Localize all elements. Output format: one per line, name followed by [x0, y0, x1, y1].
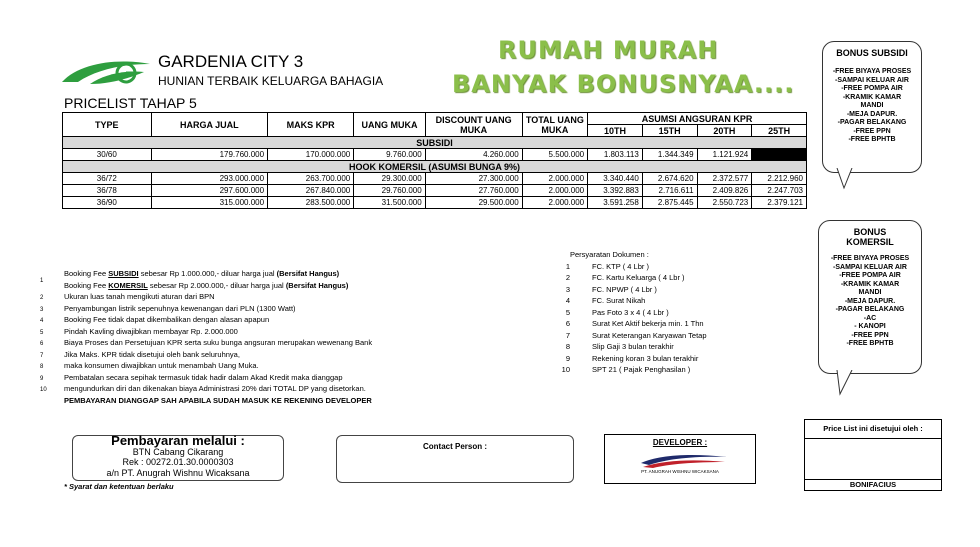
cell-10th: 1.803.113 — [588, 149, 643, 161]
document-item — [560, 307, 800, 319]
documents-list — [560, 249, 800, 376]
col-15th: 15TH — [642, 125, 697, 137]
cell-25th: 2.212.960 — [752, 173, 807, 185]
term-text: sebesar Rp 2.000.000,- diluar harga jual — [147, 280, 286, 290]
document-text: FC. NPWP ( 4 Lbr ) — [592, 284, 657, 294]
payment-bank: BTN Cabang Cikarang — [132, 446, 224, 457]
document-number: 1 — [565, 261, 570, 271]
term-number: 2 — [40, 295, 44, 301]
term-item — [40, 383, 560, 395]
term-key: KOMERSIL — [108, 280, 148, 290]
cell-10th: 3.392.883 — [588, 185, 643, 197]
document-item — [560, 330, 800, 342]
col-10th: 10TH — [588, 125, 643, 137]
bonus-item: -FREE POMPA AIR — [841, 85, 903, 92]
term-final — [40, 395, 560, 407]
document-item — [560, 341, 800, 353]
cell-10th: 3.591.258 — [588, 197, 643, 209]
document-number: 8 — [565, 342, 570, 351]
term-text: Booking Fee — [64, 269, 109, 278]
term-key: SUBSIDI — [108, 269, 139, 278]
payment-title: Pembayaran melalui : — [111, 433, 245, 448]
cell-um: 31.500.000 — [354, 197, 425, 209]
cell-um: 9.760.000 — [354, 149, 425, 161]
document-text: FC. Surat Nikah — [592, 296, 646, 305]
document-item — [560, 318, 800, 330]
table-row — [63, 173, 807, 185]
document-item — [560, 364, 800, 376]
section-komersil — [63, 161, 807, 173]
cell-10th: 3.340.440 — [588, 173, 643, 185]
document-item — [560, 272, 800, 284]
document-text: Pas Foto 3 x 4 ( 4 Lbr ) — [592, 307, 669, 317]
term-item — [40, 291, 560, 303]
cell-25th: 2.379.121 — [752, 197, 807, 209]
cell-type: 30/60 — [63, 149, 152, 161]
term-number: 8 — [40, 364, 44, 370]
bonus-komersil-title-1: BONUS — [853, 227, 887, 237]
cell-kpr: 267.840.000 — [268, 185, 354, 197]
term-text: Booking Fee tidak dapat dikembalikan dengan alasan apapun — [64, 315, 270, 324]
cell-total: 2.000.000 — [522, 173, 587, 185]
document-number: 3 — [565, 284, 570, 294]
term-text: Penyambungan listrik sepenuhnya kewenangan dari PLN (1300 Watt) — [64, 303, 296, 313]
cell-type: 36/90 — [63, 197, 152, 209]
document-text: SPT 21 ( Pajak Penghasilan ) — [592, 365, 691, 374]
term-item — [40, 303, 560, 315]
col-harga-jual: HARGA JUAL — [151, 113, 267, 137]
bonus-item: -FREE POMPA AIR — [839, 272, 901, 279]
section-label: SUBSIDI — [63, 137, 807, 149]
developer-logo — [639, 453, 729, 469]
term-number: 1 — [40, 278, 44, 284]
table-row — [63, 149, 807, 161]
cell-harga: 293.000.000 — [151, 173, 267, 185]
term-text: maka konsumen diwajibkan untuk menambah Uang Muka. — [64, 361, 259, 370]
bonus-item: -AC — [863, 314, 877, 322]
document-text: Slip Gaji 3 bulan terakhir — [592, 342, 674, 351]
gardenia-logo — [60, 56, 152, 90]
col-maks-kpr: MAKS KPR — [268, 113, 354, 137]
document-item — [560, 295, 800, 307]
term-text: Jika Maks. KPR tidak disetujui oleh bank seluruhnya, — [64, 349, 240, 359]
cell-15th: 1.344.349 — [642, 149, 697, 161]
term-item — [40, 372, 560, 384]
cell-total: 2.000.000 — [522, 197, 587, 209]
developer-box — [604, 434, 756, 484]
table-row — [63, 185, 807, 197]
document-number: 7 — [565, 330, 570, 340]
cell-harga: 297.600.000 — [151, 185, 267, 197]
term-text: Booking Fee — [64, 280, 109, 290]
approval-label: Price List ini disetujui oleh : — [823, 424, 923, 433]
section-label: HOOK KOMERSIL (ASUMSI BUNGA 9%) — [63, 161, 807, 173]
bonus-item: -FREE BIYAYA PROSES — [830, 255, 910, 262]
term-item — [40, 268, 560, 291]
price-table — [62, 112, 807, 209]
term-item — [40, 314, 560, 326]
col-asumsi: ASUMSI ANGSURAN KPR — [588, 113, 807, 125]
term-item — [40, 360, 560, 372]
bonus-item: -PAGAR BELAKANG — [835, 306, 905, 313]
term-item — [40, 337, 560, 349]
cell-25th-blank — [752, 149, 807, 161]
cell-20th: 2.550.723 — [697, 197, 752, 209]
bonus-item: -MEJA DAPUR. — [846, 110, 898, 118]
table-row — [63, 197, 807, 209]
bonus-item: MANDI — [858, 289, 882, 296]
term-number: 3 — [40, 306, 44, 313]
cell-um: 29.760.000 — [354, 185, 425, 197]
bonus-item: - KANOPI — [854, 323, 886, 330]
cell-disc: 29.500.000 — [425, 197, 522, 209]
document-number: 6 — [565, 319, 570, 328]
col-total: TOTAL UANG MUKA — [522, 113, 587, 137]
payment-box — [72, 435, 284, 481]
document-item — [560, 261, 800, 273]
document-text: Surat Keterangan Karyawan Tetap — [592, 330, 707, 340]
bonus-item: -FREE BIYAYA PROSES — [832, 68, 912, 75]
promo-line-1: RUMAH MURAH — [498, 36, 719, 64]
document-number: 4 — [565, 296, 570, 305]
cell-kpr: 263.700.000 — [268, 173, 354, 185]
term-bold: (Bersifat Hangus) — [285, 280, 349, 290]
col-type: TYPE — [63, 113, 152, 137]
promo-line-2: BANYAK BONUSNYAA.... — [452, 70, 795, 98]
cell-25th: 2.247.703 — [752, 185, 807, 197]
bonus-item: -KRAMIK KAMAR — [840, 280, 900, 288]
bubble-tail — [836, 168, 856, 190]
section-subsidi — [63, 137, 807, 149]
term-item — [40, 326, 560, 338]
document-item — [560, 353, 800, 365]
cell-harga: 315.000.000 — [151, 197, 267, 209]
term-final-text: PEMBAYARAN DIANGGAP SAH APABILA SUDAH MASUK KE REKENING DEVELOPER — [64, 395, 372, 405]
document-number: 9 — [565, 353, 570, 363]
term-text: sebesar Rp 1.000.000,- diluar harga jual — [138, 269, 277, 278]
bonus-item: -KRAMIK KAMAR — [842, 93, 902, 101]
developer-company: PT. ANUGRAH WISHNU WICAKSANA — [641, 469, 719, 474]
document-item — [560, 284, 800, 296]
term-bold: (Bersifat Hangus) — [276, 269, 340, 278]
term-item — [40, 349, 560, 361]
term-number: 4 — [40, 318, 44, 324]
cell-kpr: 170.000.000 — [268, 149, 354, 161]
cell-15th: 2.716.611 — [642, 185, 697, 197]
documents-title: Persyaratan Dokumen : — [570, 250, 649, 259]
contact-box — [336, 435, 574, 483]
bonus-komersil-bubble — [818, 220, 922, 374]
document-text: FC. KTP ( 4 Lbr ) — [592, 261, 649, 271]
cell-disc: 27.760.000 — [425, 185, 522, 197]
col-20th: 20TH — [697, 125, 752, 137]
term-number: 5 — [40, 329, 44, 336]
bubble-tail — [836, 370, 856, 396]
cell-disc: 27.300.000 — [425, 173, 522, 185]
approval-name: BONIFACIUS — [805, 479, 941, 490]
bonus-komersil-title-2: KOMERSIL — [846, 237, 894, 247]
bonus-item: -SAMPAI KELUAR AIR — [835, 76, 909, 84]
bonus-item: -FREE PPN — [851, 331, 889, 339]
document-text: Rekening koran 3 bulan terakhir — [592, 353, 699, 363]
developer-label: DEVELOPER : — [652, 438, 708, 447]
col-uang-muka: UANG MUKA — [354, 113, 425, 137]
col-25th: 25TH — [752, 125, 807, 137]
term-number: 10 — [40, 387, 47, 393]
bonus-item: -FREE PPN — [853, 127, 891, 135]
term-text: Biaya Proses dan Persetujuan KPR serta suku bunga angsuran merupakan wewenang Bank — [64, 338, 373, 347]
project-subtitle: HUNIAN TERBAIK KELUARGA BAHAGIA — [158, 74, 384, 88]
cell-20th: 2.409.826 — [697, 185, 752, 197]
cell-20th: 2.372.577 — [697, 173, 752, 185]
cell-kpr: 283.500.000 — [268, 197, 354, 209]
cell-harga: 179.760.000 — [151, 149, 267, 161]
pricelist-label: PRICELIST TAHAP 5 — [64, 95, 197, 111]
cell-15th: 2.875.445 — [642, 197, 697, 209]
cell-20th: 1.121.924 — [697, 149, 752, 161]
bonus-item: -MEJA DAPUR. — [844, 297, 896, 305]
terms-list — [40, 268, 560, 406]
document-text: FC. Kartu Keluarga ( 4 Lbr ) — [592, 273, 685, 282]
cell-total: 2.000.000 — [522, 185, 587, 197]
cell-disc: 4.260.000 — [425, 149, 522, 161]
document-number: 5 — [565, 307, 570, 317]
document-text: Surat Ket Aktif bekerja min. 1 Thn — [592, 319, 704, 328]
bonus-item: MANDI — [860, 102, 884, 109]
term-number: 7 — [40, 352, 44, 359]
bonus-item: -FREE BPHTB — [846, 340, 894, 347]
cell-type: 36/78 — [63, 185, 152, 197]
term-number: 9 — [40, 375, 44, 382]
cell-um: 29.300.000 — [354, 173, 425, 185]
contact-label: Contact Person : — [422, 442, 487, 451]
term-text: Ukuran luas tanah mengikuti aturan dari BPN — [64, 292, 215, 301]
bonus-subsidi-title: BONUS SUBSIDI — [836, 48, 908, 58]
bonus-item: -PAGAR BELAKANG — [837, 119, 907, 126]
project-title: GARDENIA CITY 3 — [158, 52, 304, 71]
bonus-item: -SAMPAI KELUAR AIR — [833, 263, 907, 271]
term-text: Pembatalan secara sepihak termasuk tidak hadir dalam Akad Kredit maka dianggap — [64, 372, 343, 382]
cell-type: 36/72 — [63, 173, 152, 185]
bonus-komersil-title — [819, 227, 921, 247]
document-number: 10 — [561, 365, 570, 374]
footnote: * Syarat dan ketentuan berlaku — [64, 482, 174, 491]
term-text: Pindah Kavling diwajibkan membayar Rp. 2.000.000 — [64, 326, 238, 336]
col-discount: DISCOUNT UANG MUKA — [425, 113, 522, 137]
payment-holder: a/n PT. Anugrah Wishnu Wicaksana — [106, 467, 250, 478]
bonus-item: -FREE BPHTB — [848, 136, 896, 143]
payment-account: Rek : 00272.01.30.0000303 — [122, 457, 234, 467]
term-number: 6 — [40, 341, 44, 347]
bonus-subsidi-bubble — [822, 41, 922, 173]
document-number: 2 — [565, 273, 570, 282]
table-header-row — [63, 113, 807, 125]
approval-box — [804, 419, 942, 491]
cell-total: 5.500.000 — [522, 149, 587, 161]
cell-15th: 2.674.620 — [642, 173, 697, 185]
term-text: mengundurkan diri dan dikenakan biaya Administrasi 20% dari TOTAL DP yang disetorkan. — [64, 384, 366, 393]
